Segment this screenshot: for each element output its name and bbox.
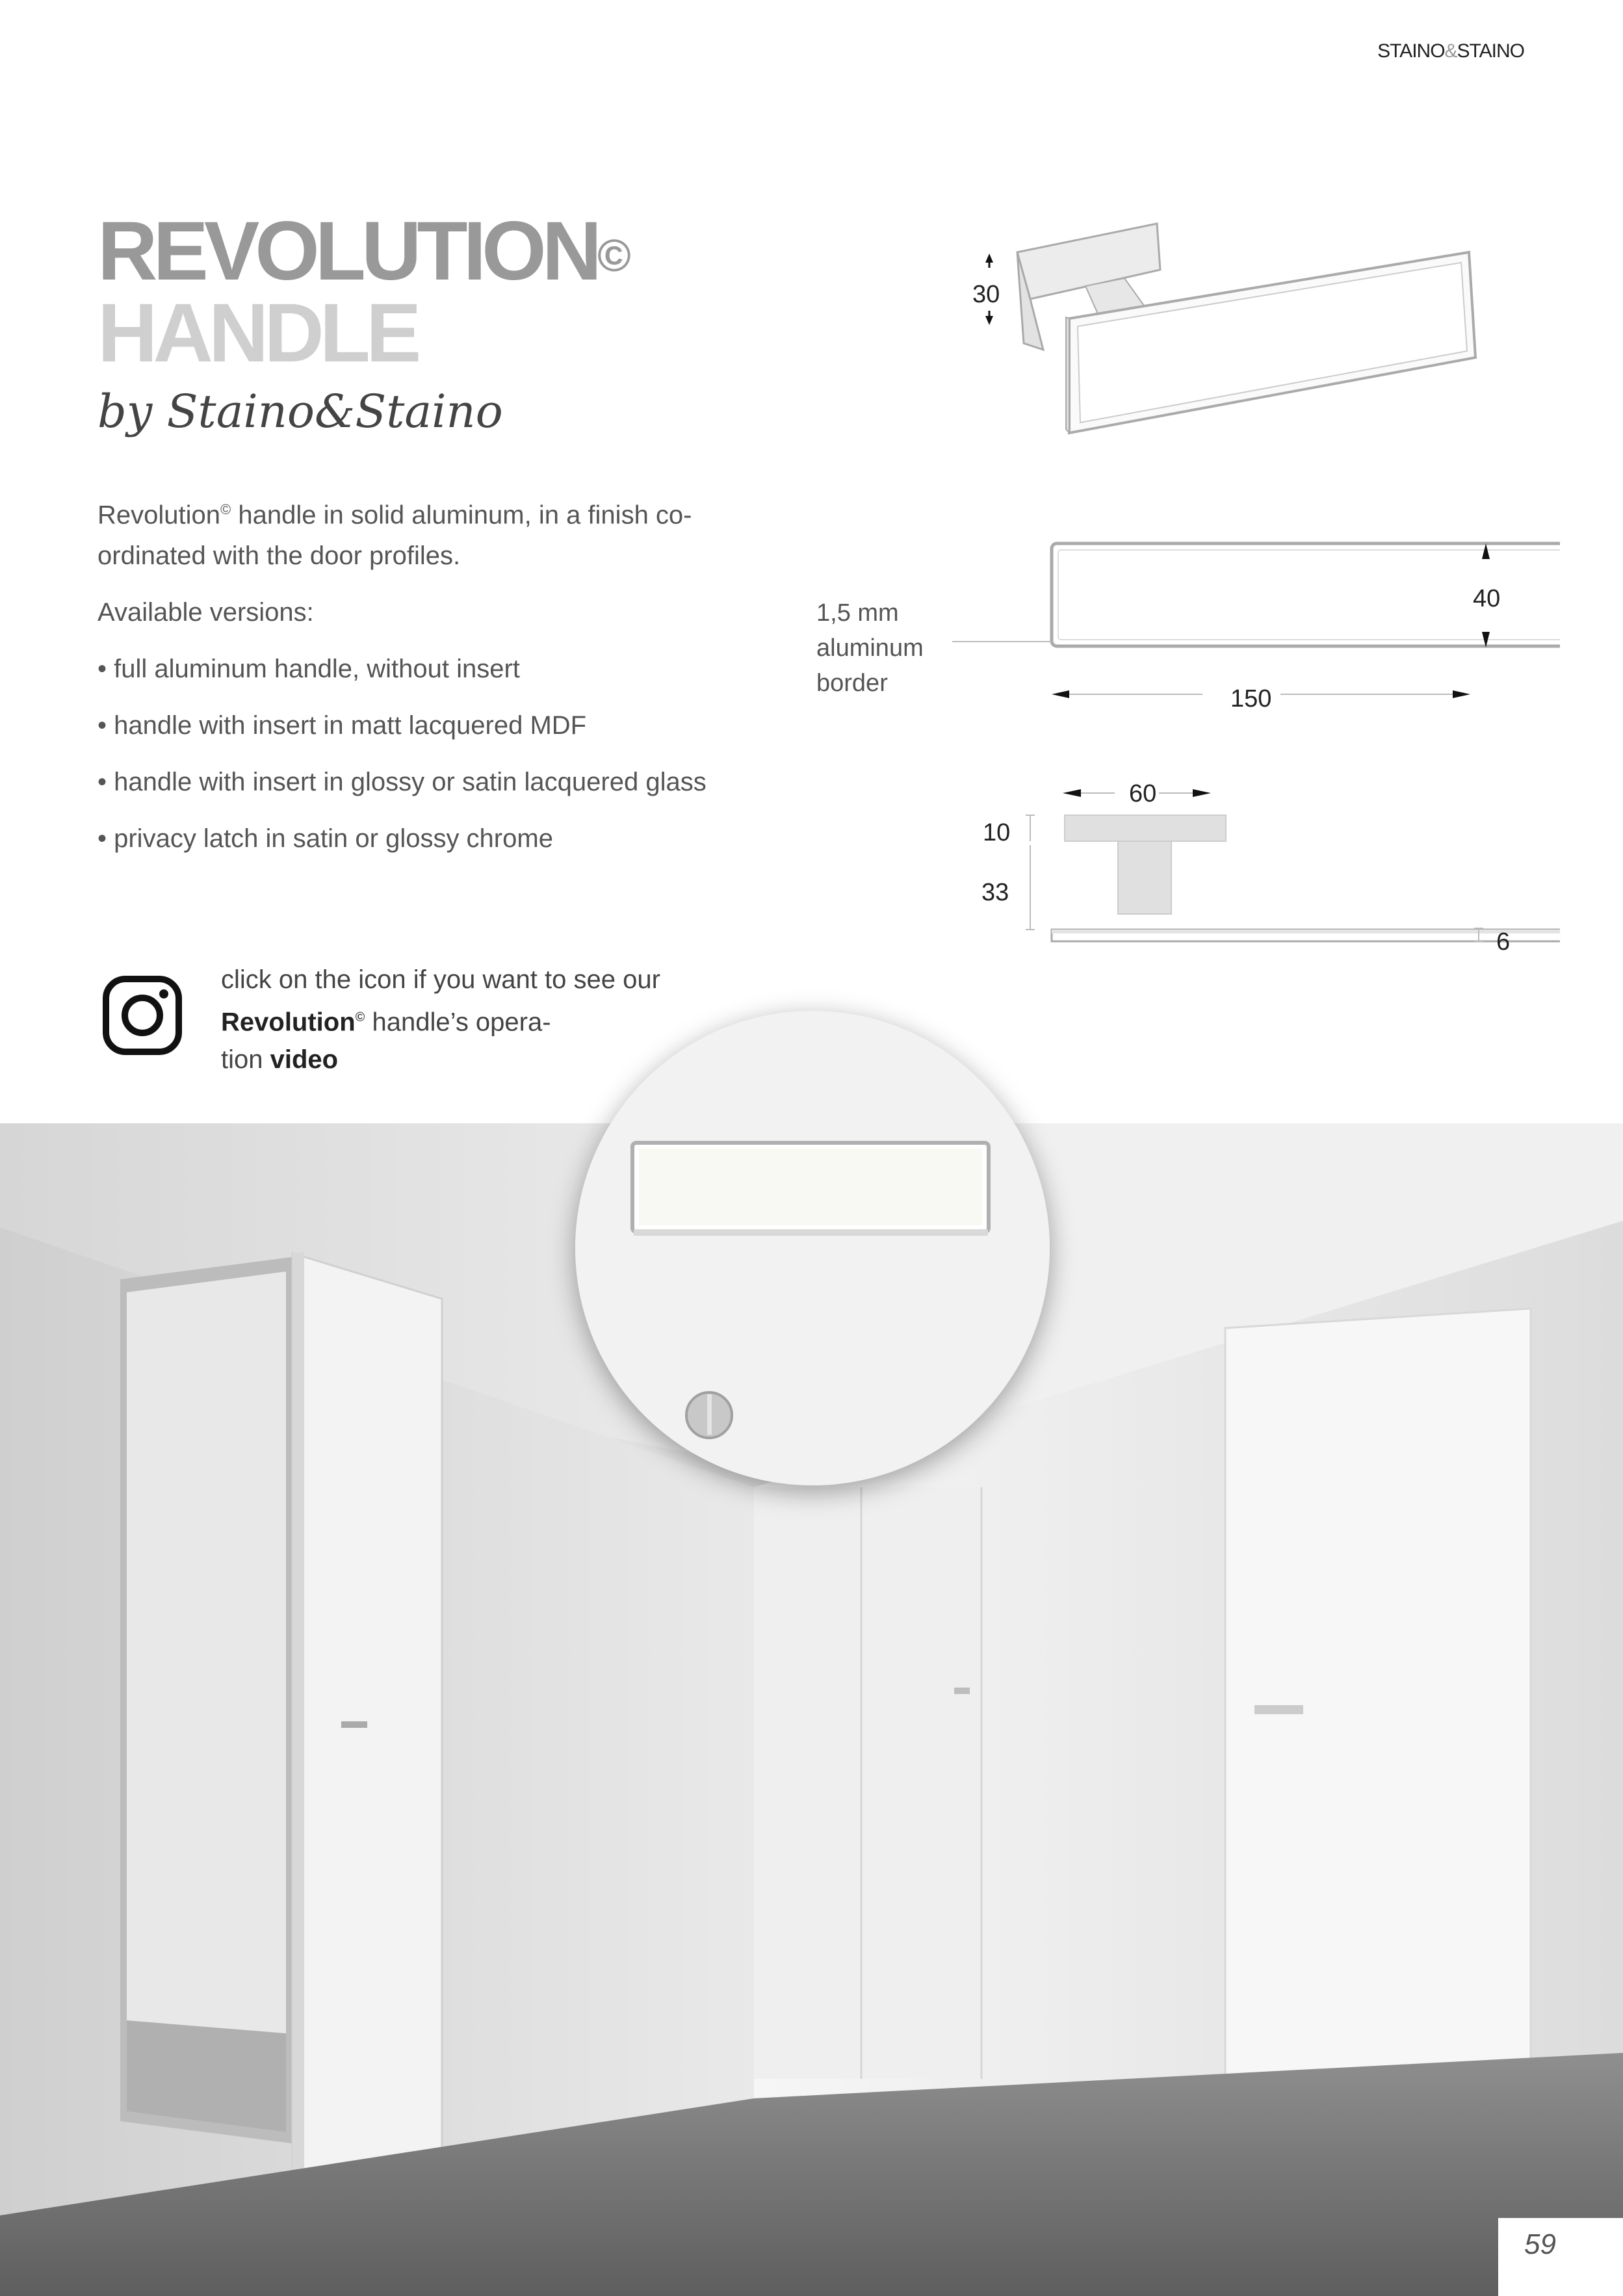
brand-left: STAINO	[1377, 40, 1445, 62]
instagram-bold-name: Revolution	[221, 1008, 356, 1037]
version-bullet: • privacy latch in satin or glossy chrome	[97, 824, 553, 854]
page-number-box	[1498, 2218, 1623, 2296]
dim-handle-thickness: 6	[1496, 928, 1511, 956]
brand-amp: &	[1444, 40, 1457, 62]
version-bullet: • handle with insert in glossy or satin lacquered glass	[97, 768, 707, 797]
dim-projection: 33	[981, 879, 1009, 906]
handle-zoom-detail	[575, 1011, 1050, 1485]
brand-right: STAINO	[1457, 40, 1524, 62]
dim-rose-height: 30	[972, 281, 1000, 308]
instagram-sup: ©	[355, 1010, 365, 1024]
instagram-video-link[interactable]: video	[270, 1045, 339, 1075]
instagram-caption-text3: tion	[221, 1045, 270, 1075]
copyright-mark: ©	[597, 230, 631, 281]
instagram-caption-line1: click on the icon if you want to see our	[221, 965, 660, 994]
page-number: 59	[1524, 2228, 1556, 2260]
border-label-line1: 1,5 mm	[816, 599, 899, 627]
dim-rose-width: 60	[1129, 780, 1157, 807]
brand-logo	[1377, 40, 1524, 62]
instagram-caption-line3	[221, 1041, 715, 1078]
front-view-drawing	[952, 543, 1560, 698]
product-title-line1	[97, 205, 631, 298]
title-text: REVOLUTION	[97, 205, 598, 298]
technical-drawing	[780, 208, 1560, 975]
dim-border-label	[816, 595, 924, 701]
side-view-drawing	[1026, 789, 1560, 941]
version-bullet: • full aluminum handle, without insert	[97, 655, 520, 684]
border-label-line2: aluminum	[816, 634, 924, 662]
intro-paragraph	[97, 489, 754, 577]
border-label-line3: border	[816, 670, 888, 697]
versions-label: Available versions:	[97, 598, 314, 627]
dim-handle-width: 150	[1230, 685, 1272, 712]
instagram-caption-text2: handle’s opera-	[365, 1008, 551, 1037]
product-title-line2: HANDLE	[97, 287, 417, 380]
isometric-handle-drawing	[985, 224, 1475, 433]
byline: by Staino&Staino	[97, 385, 503, 438]
instagram-caption[interactable]	[221, 961, 715, 1078]
dim-handle-height: 40	[1473, 585, 1501, 612]
instagram-icon[interactable]	[101, 974, 184, 1057]
intro-sup: ©	[220, 501, 231, 517]
instagram-caption-line2	[221, 998, 715, 1041]
intro-text-a: Revolution	[97, 501, 221, 530]
version-bullet: • handle with insert in matt lacquered MDF	[97, 711, 587, 740]
intro-text-b: handle in solid aluminum, in a finish co-ordinated with the door profiles.	[97, 501, 692, 571]
description	[97, 489, 754, 875]
dim-rose-thickness: 10	[983, 819, 1011, 846]
